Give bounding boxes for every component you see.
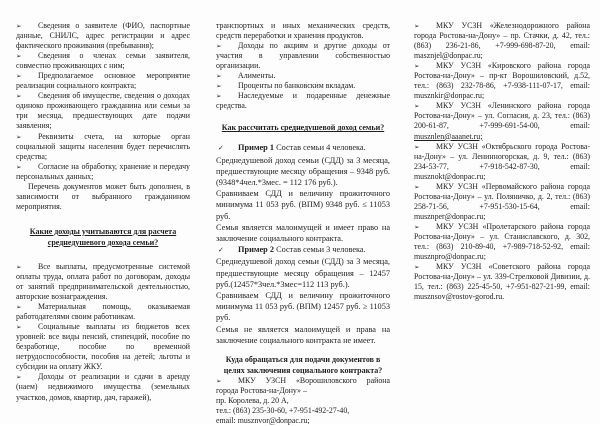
office-item: ➢ МКУ УСЗН «Кировского района города Ростова-на-Дону» – пр-кт Ворошиловский, д.52, тел.: (863) 232-78-86, +7-938-111-07-17, email: musznkir@donpac.ru; [414,61,590,101]
list-item: ➢ Проценты по банковским вкладам. [216,81,356,91]
office-item: ➢ МКУ УСЗН «Первомайского района города Ростова-на-Дону» – ул. Поляничко, д. 2, тел.: (863) 258-71-56, +7-951-530-15-64, email: musznper@donpac.ru; [414,181,590,221]
arrow-bullet-icon: ➢ [414,22,420,30]
arrow-bullet-icon: ➢ [16,323,22,332]
arrow-bullet-icon: ➢ [16,162,22,171]
income-continuation: транспортных и иных механических средств, средств переработки и хранения продуктов. [216,21,390,41]
income-heading: Какие доходы учитываются для расчета среднедушевого дохода семьи? [29,226,177,247]
email-link[interactable]: musznkir@donpac.ru; [414,91,485,101]
email-link[interactable]: musznokt@donpac.ru; [414,171,486,181]
arrow-bullet-icon: ➢ [414,142,420,151]
arrow-bullet-icon: ➢ [16,72,22,81]
office-item: ➢ МКУ УСЗН «Советского района города Ростова-на-Дону» – ул. 339-Стрелковой Дивизии, д. 15, тел.: (863) 225-45-50, +7-951-827-21-99, email: musznsov@rostov-gorod.ru. [414,262,591,302]
arrow-bullet-icon: ➢ [216,42,222,51]
list-item: ➢ Сведения о заявителе (ФИО, паспортные данные, СНИЛС, адрес регистрации и адрес фактического проживания (пребывания); [16,21,190,51]
check-icon: ✓ [218,144,224,153]
list-item: ➢ Наследуемые и подаренные денежные средства. [216,91,390,111]
arrow-bullet-icon: ➢ [16,52,22,61]
arrow-bullet-icon: ➢ [16,132,22,141]
column-documents [16,21,190,403]
example-compare: Сравниваем СДД и величину прожиточного минимума 11 053 руб. (ВПМ) 12457 руб. ≥ 11053 руб. [216,291,390,323]
list-item: ➢ Доходы по акциям и другие доходы от участия в управлении собственностью организации. [216,41,390,71]
office-email: email: musznvor@donpac.ru; [216,416,310,426]
list-item: ➢ Все выплаты, предусмотренные системой оплаты труда, оплата работ по договорам, доходы от занятий предпринимательской деятельностью, авторские вознаграждения. [16,261,190,302]
arrow-bullet-icon: ➢ [16,92,22,101]
office-item: ➢ МКУ УЗСН «Ворошиловского района города Ростова-на-Дону» – [216,376,390,396]
column-offices [414,21,590,302]
calculation-heading: Как рассчитать среднедушевой доход семьи? [221,123,385,133]
email-link[interactable]: musznpro@donpac.ru; [414,252,486,262]
list-item: ➢ Сведения об имуществе, сведения о доходах одиноко проживающего гражданина или семьи за три месяца, предшествующих дате подачи заявления; [16,91,190,131]
list-item: ➢ Доходы от реализации и сдачи в аренду (наем) недвижимого имущества (земельных участков, домов, квартир, дач, гаражей), [16,372,190,402]
office-item: ➢ МКУ УСЗН «Ленинского района города Ростова-на-Дону» – ул. Согласия, д. 23, тел.: (863) 200-61-87, +7-999-691-54-00, email: musznlen@aaanet.ru; [414,101,590,141]
email-link[interactable]: masznjel@donpac.ru; [414,51,483,61]
email-link[interactable]: musznper@donpac.ru; [414,211,486,221]
arrow-bullet-icon: ➢ [414,62,420,71]
example-2: ✓ Пример 2 Состав семьи 3 человека. Среднедушевой доход семьи (СДД) за 3 месяца, предшествующие месяцу обращения – 12457 руб.(12457*3чел.*3мес=112 113 руб.). Сравниваем СДД и величину прожиточного минимума 11 053 руб. (ВПМ) 12457 руб. ≥ 11053 руб. Семья не является малоимущей и права на заключение социального контракта не имеет. [216,245,390,345]
list-item: ➢ Алименты. [216,71,276,81]
arrow-bullet-icon: ➢ [216,377,222,386]
example-result: Семья не является малоимущей и права на заключение социального контракта не имеет. [216,324,390,345]
example-title: Пример 1 [238,143,275,153]
example-body: Среднедушевой доход семьи (СДД) за 3 месяца, предшествующие месяцу обращения – 9348 руб.(9348*4чел.*3мес. = 112 176 руб.). [216,155,390,188]
office-address: пр. Королева, д. 20 А, [216,396,289,406]
column-calculation [216,21,390,426]
arrow-bullet-icon: ➢ [414,263,420,272]
list-item: ➢ Реквизиты счета, на которые орган социальной защиты населения будет перечислять средства; [16,131,190,161]
office-item: ➢ МКУ УСЗН «Пролетарского района города Ростова-на-Дону» – ул. Станиславского, д. 302, тел.: (863) 210-89-40, +7-989-718-52-92, email: musznpro@donpac.ru; [414,221,590,262]
list-item: ➢ Материальная помощь, оказываемая работодателями своим работникам. [16,302,190,322]
arrow-bullet-icon: ➢ [16,262,22,271]
email-link[interactable]: musznsov@rostov-gorod.ru. [414,292,505,302]
arrow-bullet-icon: ➢ [216,92,222,101]
where-to-apply-heading: Куда обращаться для подачи документов в целях заключения социального контракта? [223,355,383,375]
arrow-bullet-icon: ➢ [16,22,22,30]
list-item: ➢ Социальные выплаты из бюджетов всех уровней: все виды пенсий, стипендий, пособие по безработице, пособие по временной нетрудоспособности, пособия на детей; льготы и субсидии на оплату ЖКУ. [16,322,190,372]
list-item: ➢ Согласие на обработку, хранение и передачу персональных данных; [16,161,190,181]
email-link[interactable]: musznlen@aaanet.ru; [414,131,483,141]
example-result: Семья является малоимущей и имеет право на заключение социального контракта. [216,222,390,244]
example-body: Среднедушевой доход семьи (СДД) за 3 месяца, предшествующие месяцу обращения – 12457 руб.(12457*3чел.*3мес=112 113 руб.). [216,257,390,289]
arrow-bullet-icon: ➢ [216,72,222,81]
list-item: ➢ Предполагаемое основное мероприятие реализации социального контракта; [16,71,190,91]
office-item: ➢ МКУ УСЗН «Октябрьского города Ростова-на-Дону» – ул. Ленинногорская, д. 9, тел.: (863) 234-53-77, +7-918-542-87-30, email: musznokt@donpac.ru; [414,141,590,181]
example-1: ✓ Пример 1 Состав семьи 4 человека. Среднедушевой доход семьи (СДД) за 3 месяца, предшествующие месяцу обращения – 9348 руб.(9348*4чел.*3мес. = 112 176 руб.). Сравниваем СДД и величину прожиточного минимума 11 053 руб. (ВПМ) 9348 руб. ≤ 11053 руб. Семья является малоимущей и имеет право на заключение социального контракта. [216,143,390,244]
documents-note: Перечень документов может быть дополнен, в зависимости от выбранного гражданином мероприятия. [16,181,190,211]
check-icon: ✓ [218,246,224,255]
email-link[interactable]: musznvor@donpac.ru; [237,416,310,426]
arrow-bullet-icon: ➢ [16,303,22,312]
office-item: ➢ МКУ УСЗН «Железнодорожного района города Ростова-на-Дону» – пр. Стачки, д. 42, тел.: (863) 236-21-86, +7-999-698-87-20, email: masznjel@donpac.ru; [414,21,590,61]
list-item: ➢ Сведения о членах семьи заявителя, совместно проживающих с ним; [16,51,190,71]
example-compare: Сравниваем СДД и величину прожиточного минимума 11 053 руб. (ВПМ) 9348 руб. ≤ 11053 руб. [216,189,390,221]
arrow-bullet-icon: ➢ [16,373,22,382]
office-phones: тел.: (863) 235-30-60, +7-951-492-27-40, [216,406,350,416]
example-title: Пример 2 [238,245,275,255]
arrow-bullet-icon: ➢ [414,182,420,191]
arrow-bullet-icon: ➢ [414,222,420,231]
arrow-bullet-icon: ➢ [414,102,420,111]
arrow-bullet-icon: ➢ [216,82,222,91]
